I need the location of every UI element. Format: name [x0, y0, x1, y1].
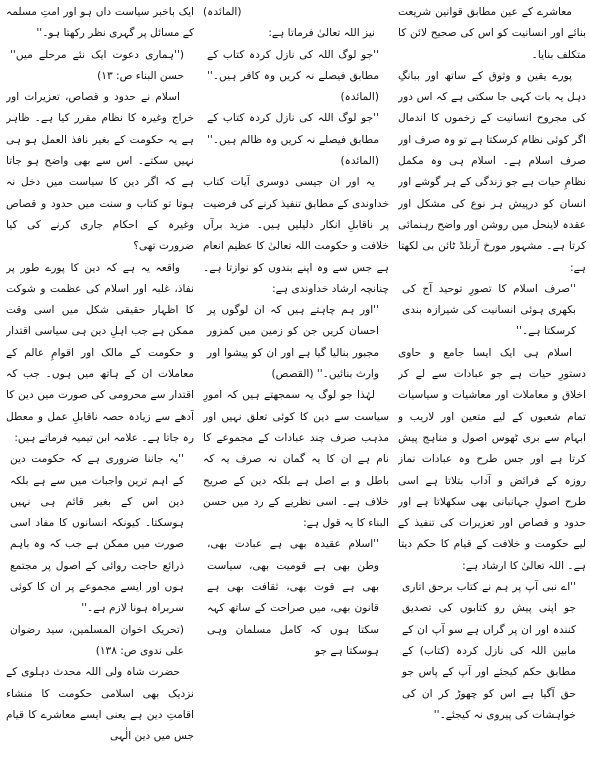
- citation: (تحریک اخوان المسلمین، سید رضوان علی ندوی ص: ۱۳۸): [10, 623, 184, 657]
- paragraph: اسلام نے حدود و قصاص، تعزیرات اور خراج وغیرہ کا نظام مقرر کیا ہے۔ ظاہر ہے یہ حکومت کے بغیر نافذ العمل ہو ہی نہیں سکتے۔ اس سے بھی واضح ہو جاتا ہے کہ اگر دین کا سیاست میں دخل نہ ہوتا تو کتاب و سنت میں حدود و قصاص وغیرہ کے احکام جاری کرنے کی کیا ضرورت تھی؟: [6, 91, 194, 253]
- text-column-middle: [203, 2, 389, 758]
- paragraph: ایک باخبر سیاست داں ہو اور امتِ مسلمہ کے مسائل پر گہری نظر رکھتا ہو۔'': [6, 6, 194, 40]
- paragraph: پورے یقین و وثوق کے ساتھ اور ببانگِ دہل یہ بات کہی جا سکتی ہے کہ اس دور کی مجروح انسانیت کے زخموں کا اندمال اگر کوئی نظام کرسکتا ہے تو وہ صرف اور صرف اسلام ہے۔ اسلام ہی وہ مکمل نظامِ حیات ہے جو زندگی کے ہر گوشے اور انسان کو درپیش ہر نوع کی مشکل اور عقدہ لاینحل میں روشن اور واضح رہنمائی کرتا ہے۔ مشہور مورخ آرنلڈ ٹائن بی لکھتا ہے:: [398, 69, 586, 274]
- block-quote: ''جو لوگ اللہ کی نازل کردہ کتاب کے مطابق فیصلے نہ کریں وہ ظالم ہیں۔'' (المائدہ): [207, 112, 379, 168]
- block-quote: ''جو لوگ اللہ کی نازل کردہ کتاب کے مطابق فیصلے نہ کریں وہ کافر ہیں۔'' (المائدہ): [207, 48, 379, 104]
- text-column-left: [6, 2, 194, 758]
- citation: (''ہماری دعوت ایک نئے مرحلے میں'' حسن البناء ص: ۱۳): [10, 48, 184, 82]
- block-quote: ''صرف اسلام کا تصورِ توحید آج کی بکھری ہوئی انسانیت کی شیرازہ بندی کرسکتا ہے۔'': [402, 282, 576, 338]
- block-quote: ''یہ جاننا ضروری ہے کہ حکومت دین کے اہم ترین واجبات میں سے ہے بلکہ دین اس کے بغیر قائم ہی نہیں ہوسکتا۔ کیونکہ انسانوں کا مفاد اسی صورت میں ممکن ہے جب کہ وہ باہم ذرائع حاجت روائی کے اصول پر مجتمع ہوں اور ایسے مجموعے پر ان کا کوئی سربراہ ہونا لازم ہے۔'': [10, 453, 184, 615]
- block-quote: ''اسلام عقیدہ بھی ہے عبادت بھی، وطن بھی ہے قومیت بھی، سیاست بھی ہے قوت بھی، ثقافت بھی ہے قانون بھی، میں صراحت کے ساتھ کہہ سکتا ہوں کہ کامل مسلمان وہی ہوسکتا ہے جو: [207, 538, 379, 657]
- citation: (المائدہ): [203, 6, 242, 18]
- paragraph: معاشرے کے عین مطابق قوانین شریعت بنائے اور انسانیت کو اس کی صحیح لائن کا متکلف بنایا۔: [398, 6, 586, 61]
- paragraph: واقعہ یہ ہے کہ دین کا پورے طور پر نفاذ، غلبہ اور اسلام کی عظمت و شوکت کا اظہار حقیقی شکل میں اسی وقت ممکن ہے جب اہلِ دین ہی سیاسی اقتدار و حکومت کے مالک اور اقوامِ عالم کے معاملات ان کے ہاتھ میں ہوں۔ جب کہ اقتدار سے محرومی کی صورت میں دین کا آدھے سے زیادہ حصہ ناقابلِ عمل و معطل رہ جاتا ہے۔ علامہ ابن تیمیہ فرماتے ہیں:: [6, 261, 194, 444]
- paragraph: اسلام ہی ایک ایسا جامع و حاوی دستورِ حیات ہے جو عبادات سے لے کر اخلاق و معاملات اور معاشیات و سیاسیات تمام شعبوں کے لیے متعین اور لاریب و ابہام سے بری ٹھوس اصول و مناہج پیش کرتا ہے اور جس طرح وہ عبادات نماز روزہ کے فرائض و آداب بتلاتا ہے اسی طرح اصولِ جہانبانی بھی سکھلاتا ہے اور حدود و قصاص اور تعزیرات کی تنفیذ کے لیے حکومت و خلافت کے قیام کا حکم دیتا ہے۔ اللہ تعالیٰ کا ارشاد ہے:: [398, 346, 586, 572]
- paragraph: حضرت شاہ ولی اللہ محدث دہلوی کے نزدیک بھی اسلامی حکومت کا منشاء اقامتِ دین ہے یعنی ایسے معاشرے کا قیام جس میں دین الٰہی: [6, 666, 194, 743]
- text-column-right: [398, 2, 586, 758]
- paragraph: نیز اللہ تعالیٰ فرماتا ہے:: [268, 27, 375, 40]
- paragraph: یہ اور ان جیسی دوسری آیات کتاب خداوندی کے مطابق تنفیذ کرنے کی فرضیت پر ناقابلِ انکار دلیلیں ہیں۔ مزید برآں خلافت و حکومت اللہ تعالیٰ کا عظیم انعام ہے جس سے وہ اپنے بندوں کو نوازتا ہے۔ چنانچہ ارشاد خداوندی ہے:: [203, 176, 389, 295]
- block-quote: ''اے نبی آپ پر ہم نے کتاب برحق اتاری جو اپنی پیش رو کتابوں کی تصدیق کنندہ اور ان پر گراں ہے سو آپ ان کے مابین اللہ کی نازل کردہ (کتاب) کے مطابق حکم کیجئے اور آپ کے پاس جو حق آگیا ہے اس کو چھوڑ کر ان کی خواہشات کی پیروی نہ کیجئے۔'': [402, 581, 576, 721]
- block-quote: ''اور ہم چاہتے ہیں کہ ان لوگوں پر احسان کریں جن کو زمین میں کمزور مجبور بنالیا گیا ہے اور ان کو پیشوا اور وارث بنائیں۔'' (القصص): [207, 304, 379, 381]
- paragraph: لہٰذا جو لوگ یہ سمجھتے ہیں کہ امورِ سیاست سے دین کا کوئی تعلق نہیں اور مذہب صرف چند عبادات کے مجموعے کا نام ہے ان کا یہ گمان نہ صرف یہ کہ باطل و بے اصل ہے بلکہ دین کے صریح خلاف ہے۔ اسی نظریے کے رد میں حسن البناء کا یہ قول ہے:: [203, 389, 389, 530]
